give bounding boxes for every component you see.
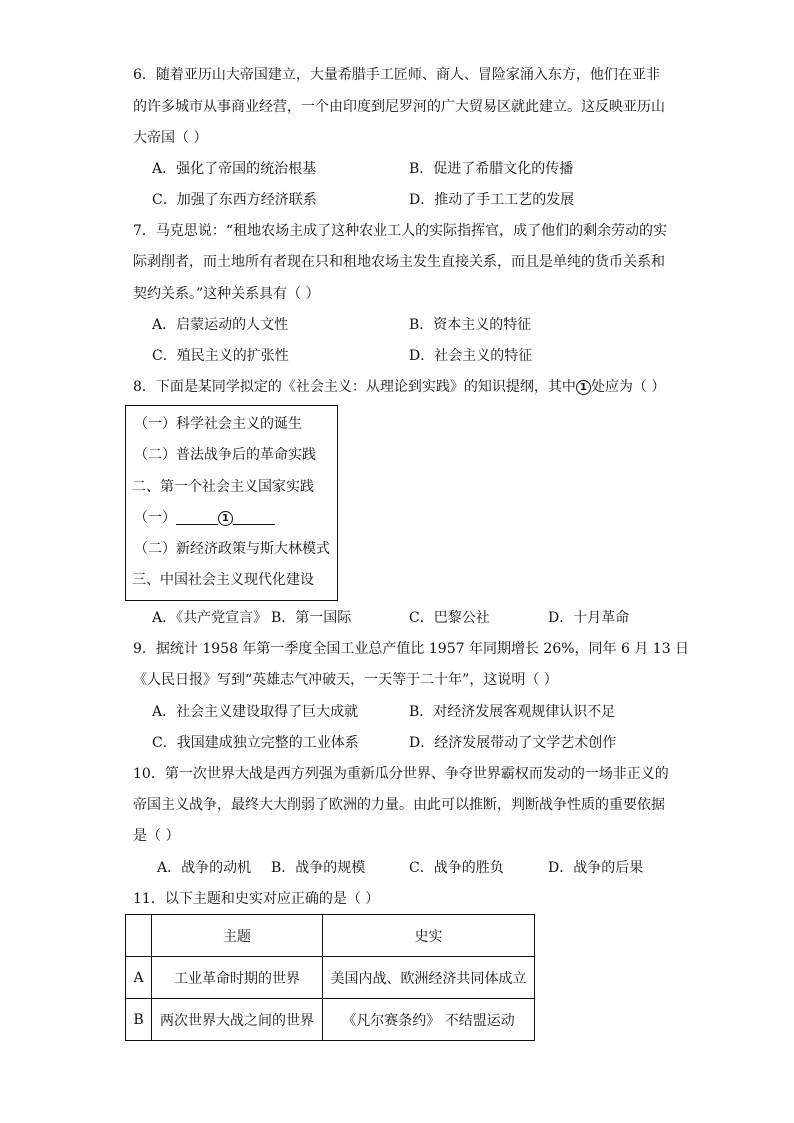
q10-stem-line1: 10．第一次世界大战是西方列强为重新瓜分世界、争夺世界霸权而发动的一场非正义的 bbox=[133, 766, 669, 782]
q8-option-d: D．十月革命 bbox=[548, 610, 630, 626]
q10-stem-line3: 是（ ） bbox=[133, 828, 180, 844]
table-row bbox=[126, 999, 535, 1041]
q8-stem-before: 8．下面是某同学拟定的《社会主义：从理论到实践》的知识提纲，其中 bbox=[133, 379, 576, 395]
table-cell: 《凡尔赛条约》 不结盟运动 bbox=[323, 999, 535, 1041]
q7-option-c: C．殖民主义的扩张性 bbox=[152, 348, 289, 364]
outline-line-1: （一）科学社会主义的诞生 bbox=[134, 416, 302, 432]
q9-option-d: D．经济发展带动了文学艺术创作 bbox=[409, 735, 617, 751]
table-row bbox=[126, 957, 535, 999]
q7-stem-line3: 契约关系。”这种关系具有（ ） bbox=[133, 286, 320, 302]
q8-option-c: C．巴黎公社 bbox=[409, 610, 490, 626]
outline-line-2: （二）普法战争后的革命实践 bbox=[134, 447, 316, 463]
q10-option-d: D．战争的后果 bbox=[548, 860, 644, 876]
q6-option-b: B．促进了希腊文化的传播 bbox=[409, 161, 574, 177]
circled-number: 1 bbox=[218, 511, 233, 526]
q8-option-b: B．第一国际 bbox=[271, 610, 352, 626]
q6-option-c: C．加强了东西方经济联系 bbox=[152, 192, 317, 208]
q10-option-c: C．战争的胜负 bbox=[409, 860, 504, 876]
q9-option-a: A．社会主义建设取得了巨大成就 bbox=[152, 704, 359, 720]
table-cell: A bbox=[126, 957, 152, 999]
circled-number: 1 bbox=[576, 380, 591, 395]
q6-stem-line2: 的许多城市从事商业经营，一个由印度到尼罗河的广大贸易区就此建立。这反映亚历山 bbox=[133, 99, 665, 115]
q6-stem-line3: 大帝国（ ） bbox=[133, 130, 208, 146]
q7-stem-line1: 7．马克思说：“租地农场主成了这种农业工人的实际指挥官，成了他们的剩余劳动的实 bbox=[133, 223, 668, 239]
q10-option-b: B．战争的规模 bbox=[271, 860, 366, 876]
table-cell: B bbox=[126, 999, 152, 1041]
q9-option-c: C．我国建成独立完整的工业体系 bbox=[152, 735, 359, 751]
q6-option-a: A．强化了帝国的统治根基 bbox=[152, 161, 317, 177]
q9-option-b: B．对经济发展客观规律认识不足 bbox=[409, 704, 616, 720]
table-header-cell bbox=[126, 915, 152, 957]
q7-stem-line2: 际剥削者，而土地所有者现在只和租地农场主发生直接关系，而且是单纯的货币关系和 bbox=[133, 254, 665, 270]
table-header-cell: 主题 bbox=[152, 915, 323, 957]
table-cell: 工业革命时期的世界 bbox=[152, 957, 323, 999]
q10-stem-line2: 帝国主义战争，最终大大削弱了欧洲的力量。由此可以推断，判断战争性质的重要依据 bbox=[133, 797, 665, 813]
blank-underline bbox=[176, 512, 218, 525]
q7-option-d: D．社会主义的特征 bbox=[409, 348, 533, 364]
q8-outline-box bbox=[125, 405, 338, 601]
table-header-cell: 史实 bbox=[323, 915, 535, 957]
outline-line-3: 二、第一个社会主义国家实践 bbox=[132, 479, 314, 495]
outline-line-6: 三、中国社会主义现代化建设 bbox=[132, 572, 314, 588]
q8-option-a: A．《共产党宣言》 bbox=[152, 610, 268, 626]
outline-line-5: （二）新经济政策与斯大林模式 bbox=[134, 541, 330, 557]
q7-option-a: A．启蒙运动的人文性 bbox=[152, 317, 289, 333]
q9-stem-line2: 《人民日报》写到“英雄志气冲破天，一天等于二十年”，这说明（ ） bbox=[133, 672, 558, 688]
table-cell: 美国内战、欧洲经济共同体成立 bbox=[323, 957, 535, 999]
outline-line-4 bbox=[134, 508, 275, 528]
q6-stem-line1: 6．随着亚历山大帝国建立，大量希腊手工匠师、商人、冒险家涌入东方，他们在亚非 bbox=[133, 67, 660, 83]
blank-underline bbox=[233, 512, 275, 525]
q6-option-d: D．推动了手工工艺的发展 bbox=[409, 192, 575, 208]
table-header-row bbox=[126, 915, 535, 957]
q7-option-b: B．资本主义的特征 bbox=[409, 317, 532, 333]
outline-line-4-prefix: （一） bbox=[134, 510, 176, 526]
q8-stem bbox=[133, 377, 665, 397]
q11-stem: 11．以下主题和史实对应正确的是（ ） bbox=[133, 891, 380, 907]
table-cell: 两次世界大战之间的世界 bbox=[152, 999, 323, 1041]
q8-stem-after: 处应为（ ） bbox=[590, 379, 666, 395]
q10-option-a: A．战争的动机 bbox=[157, 860, 252, 876]
q9-stem-line1: 9．据统计 1958 年第一季度全国工业总产值比 1957 年同期增长 26%，同年 6 月 13 日 bbox=[133, 641, 690, 657]
q11-table bbox=[125, 914, 535, 1041]
